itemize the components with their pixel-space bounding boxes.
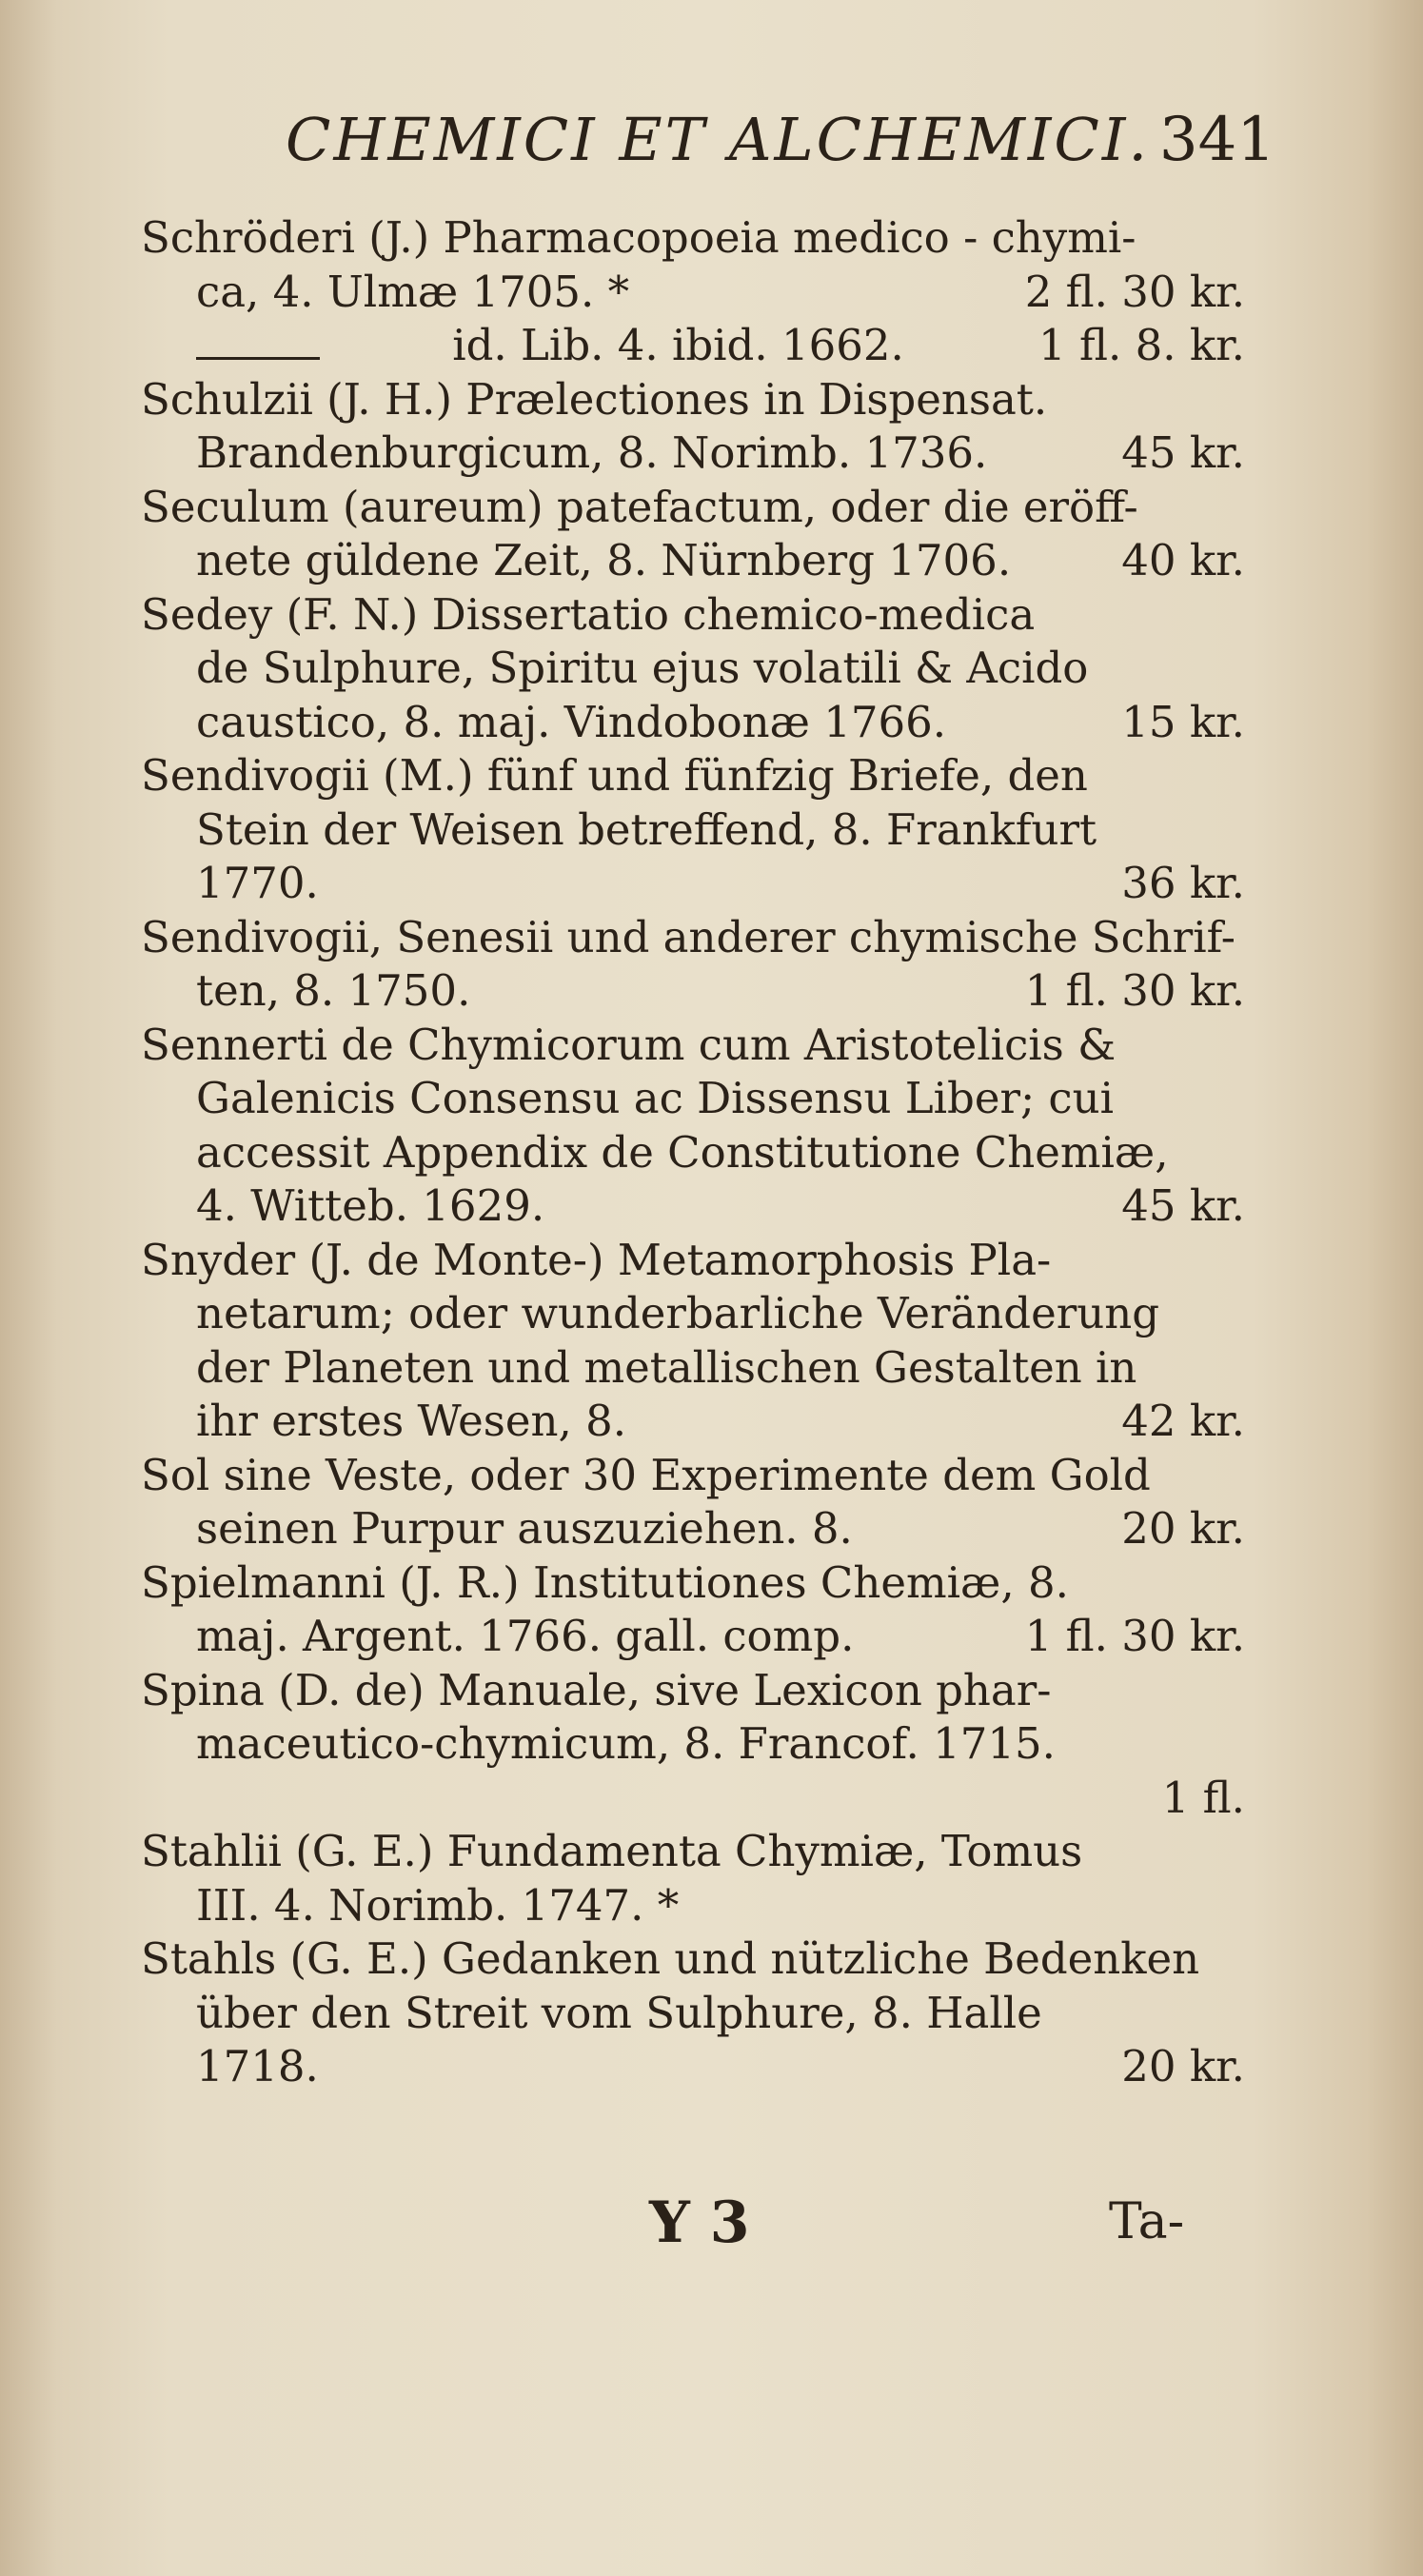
entry-text: Sedey (F. N.) Dissertatio chemico-medica — [141, 588, 1036, 640]
entry-line — [141, 911, 1245, 965]
ditto-dash — [196, 357, 320, 360]
entry-text: ihr erstes Wesen, 8. — [196, 1396, 626, 1446]
entry-line — [141, 426, 1245, 481]
entry-price: 42 kr. — [1121, 1396, 1245, 1446]
entry-price: 20 kr. — [1121, 2041, 1245, 2091]
entry-text: Spielmanni (J. R.) Institutiones Chemiæ, 8. — [141, 1556, 1069, 1608]
entry-line — [141, 1395, 1245, 1449]
entry-text: maceutico-chymicum, 8. Francof. 1715. — [196, 1718, 1056, 1769]
entry-line — [141, 1610, 1245, 1664]
catalogue-entry — [141, 911, 1245, 1019]
entry-text: Stein der Weisen betreffend, 8. Frankfurt — [196, 803, 1097, 855]
catalogue-entry — [141, 211, 1245, 319]
entry-line — [141, 1234, 1245, 1288]
entry-text: maj. Argent. 1766. gall. comp. — [196, 1611, 855, 1661]
entry-price: 36 kr. — [1121, 858, 1245, 908]
catalogue-entry — [141, 1234, 1245, 1449]
catalogue-entry — [141, 1449, 1245, 1556]
catalogue-entry — [141, 1664, 1245, 1826]
entry-line — [141, 696, 1245, 750]
entry-price: 15 kr. — [1121, 696, 1245, 747]
entry-line — [141, 1664, 1245, 1718]
entry-line — [141, 1072, 1245, 1126]
entry-line — [141, 211, 1245, 266]
entry-text: caustico, 8. maj. Vindobonæ 1766. — [196, 696, 947, 747]
catalogue-entry — [141, 1556, 1245, 1664]
entry-line — [141, 1126, 1245, 1180]
entry-line — [141, 1987, 1245, 2041]
entry-line — [141, 588, 1245, 643]
entry-line — [141, 319, 1245, 373]
catalogue-entry — [141, 1825, 1245, 1932]
entry-text: Sennerti de Chymicorum cum Aristotelicis & — [141, 1019, 1117, 1070]
entry-text: seinen Purpur auszuziehen. 8. — [196, 1503, 853, 1554]
entry-line — [141, 1341, 1245, 1396]
entry-line — [141, 373, 1245, 427]
entry-line — [141, 1932, 1245, 1987]
entry-text: Snyder (J. de Monte-) Metamorphosis Pla- — [141, 1234, 1052, 1285]
entry-price: 20 kr. — [1121, 1503, 1245, 1554]
entry-text: netarum; oder wunderbarliche Veränderung — [196, 1288, 1160, 1338]
entry-text: accessit Appendix de Constitutione Chemiæ, — [196, 1126, 1169, 1178]
entry-line — [141, 1287, 1245, 1341]
page-number: 341 — [1158, 105, 1275, 175]
entry-price: 1 fl. 30 kr. — [1024, 1611, 1245, 1661]
entry-line — [141, 749, 1245, 803]
entry-text: 4. Witteb. 1629. — [196, 1180, 545, 1231]
entry-price: 45 kr. — [1121, 427, 1245, 478]
entry-line — [141, 2040, 1245, 2094]
entry-text: Stahlii (G. E.) Fundamenta Chymiæ, Tomus — [141, 1826, 1083, 1876]
entry-text: der Planeten und metallischen Gestalten in — [196, 1341, 1137, 1393]
entry-text: Brandenburgicum, 8. Norimb. 1736. — [196, 427, 988, 478]
catalogue-entry — [141, 749, 1245, 911]
entry-line — [141, 964, 1245, 1019]
entry-line — [141, 803, 1245, 858]
page-footer — [0, 2190, 1423, 2266]
catalogue-entry — [141, 1019, 1245, 1234]
entry-line — [141, 1179, 1245, 1234]
entry-line — [141, 266, 1245, 320]
entry-text: 1770. — [196, 858, 319, 908]
entry-text: Seculum (aureum) patefactum, oder die eröff- — [141, 481, 1138, 532]
entry-text: Schulzii (J. H.) Prælectiones in Dispensat. — [141, 373, 1048, 425]
entry-text: id. Lib. 4. ibid. 1662. — [452, 320, 904, 370]
entry-text: de Sulphure, Spiritu ejus volatili & Acido — [196, 643, 1089, 693]
entry-price: 1 fl. 30 kr. — [1024, 965, 1245, 1016]
catalogue-entry — [141, 319, 1245, 373]
entry-price: 2 fl. 30 kr. — [1024, 266, 1245, 317]
entry-line — [141, 1825, 1245, 1879]
entry-line — [141, 1449, 1245, 1503]
entry-text: Stahls (G. E.) Gedanken und nützliche Bedenken — [141, 1933, 1200, 1984]
entry-text: über den Streit vom Sulphure, 8. Halle — [196, 1987, 1042, 2038]
entry-text: Spina (D. de) Manuale, sive Lexicon phar- — [141, 1664, 1052, 1715]
signature-mark: Y 3 — [649, 2190, 750, 2256]
running-head: CHEMICI ET ALCHEMICI. — [286, 105, 1151, 174]
entry-text: 1718. — [196, 2041, 319, 2091]
entry-line — [141, 481, 1245, 535]
catchword: Ta- — [1109, 2193, 1185, 2250]
entry-line — [141, 642, 1245, 696]
entry-text: ten, 8. 1750. — [196, 965, 471, 1016]
catalogue-entries — [141, 211, 1245, 2094]
entry-line — [141, 1772, 1245, 1826]
entry-price: 1 fl. 8. kr. — [1038, 320, 1245, 370]
catalogue-entry — [141, 588, 1245, 750]
entry-price: 40 kr. — [1121, 535, 1245, 585]
entry-line — [141, 1879, 1245, 1933]
entry-text: III. 4. Norimb. 1747. * — [196, 1879, 680, 1931]
entry-line — [141, 1502, 1245, 1556]
entry-line — [141, 1556, 1245, 1611]
entry-line — [141, 1019, 1245, 1073]
entry-text: Sendivogii (M.) fünf und fünfzig Briefe, den — [141, 750, 1088, 801]
catalogue-entry — [141, 373, 1245, 481]
entry-text: nete güldene Zeit, 8. Nürnberg 1706. — [196, 535, 1012, 585]
entry-text: ca, 4. Ulmæ 1705. * — [196, 266, 630, 317]
catalogue-entry — [141, 481, 1245, 588]
catalogue-entry — [141, 1932, 1245, 2094]
entry-price: 45 kr. — [1121, 1180, 1245, 1231]
entry-text: Sendivogii, Senesii und anderer chymische Schrif- — [141, 911, 1235, 962]
entry-text: Galenicis Consensu ac Dissensu Liber; cui — [196, 1073, 1115, 1123]
entry-price: 1 fl. — [1161, 1772, 1245, 1823]
page-header — [286, 95, 1275, 181]
entry-line — [141, 857, 1245, 911]
entry-text: Sol sine Veste, oder 30 Experimente dem Gold — [141, 1449, 1151, 1500]
entry-text: Schröderi (J.) Pharmacopoeia medico - chymi- — [141, 212, 1136, 263]
entry-line — [141, 534, 1245, 588]
entry-line — [141, 1717, 1245, 1772]
